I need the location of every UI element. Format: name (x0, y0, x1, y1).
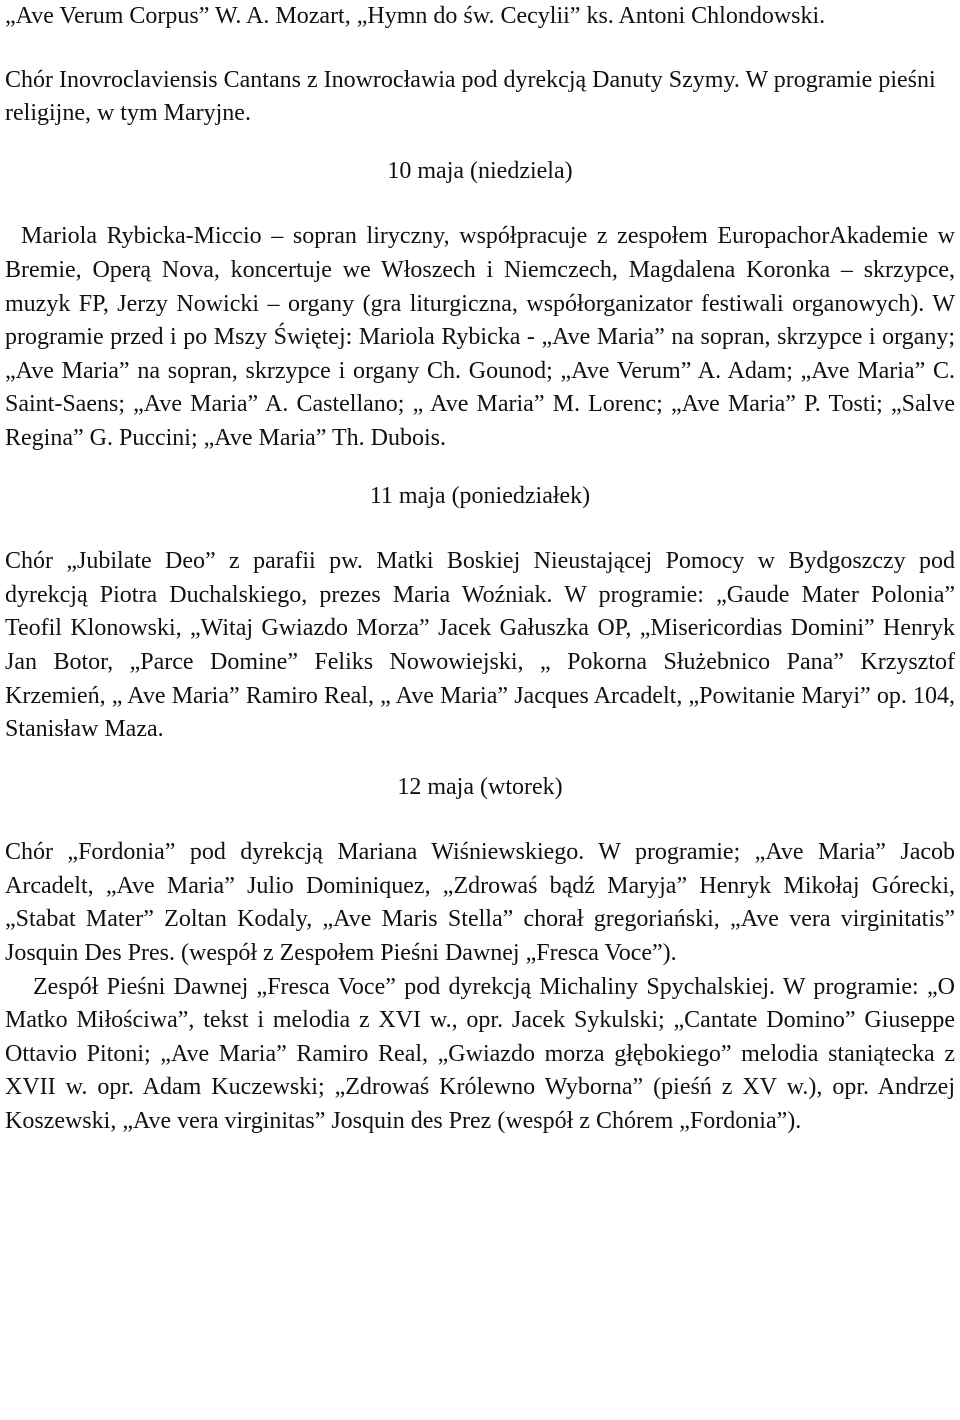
day-heading-10-may: 10 maja (niedziela) (387, 157, 573, 184)
day-12-paragraph-fresca-voce: Zespół Pieśni Dawnej „Fresca Voce” pod dyrekcją Michaliny Spychalskiej. W programie: „O Matko Miłościwa”, tekst i melodia z XVI w., opr. Jacek Sykulski; „Cantate Domino” Giuseppe Ottavio Pitoni; „Ave Maria” Ramiro Real, „Gwiazdo morza głębokiego” melodia staniątecka z XVII w. opr. Adam Kuczewski; „Zdrowaś Królewno Wyborna” (pieśń z XV w.), opr. Andrzej Koszewski, „Ave vera virginitas” Josquin des Prez (wespół z Chórem „Fordonia”). (5, 973, 955, 1135)
day-11-paragraph: Chór „Jubilate Deo” z parafii pw. Matki Boskiej Nieustającej Pomocy w Bydgoszczy pod dyrekcją Piotra Duchalskiego, prezes Maria Woźniak. W programie: „Gaude Mater Polonia” Teofil Klonowski, „Witaj Gwiazdo Morza” Jacek Gałuszka OP, „Misericordias Domini” Henryk Jan Botor, „Parce Domine” Feliks Nowowiejski, „ Pokorna Służebnico Pana” Krzysztof Krzemień, „ Ave Maria” Ramiro Real, „ Ave Maria” Jacques Arcadelt, „Powitanie Maryi” op. 104, Stanisław Maza. (5, 548, 955, 743)
day-12-paragraph-fordonia: Chór „Fordonia” pod dyrekcją Mariana Wiśniewskiego. W programie; „Ave Maria” Jacob Arcadelt, „Ave Maria” Julio Dominiquez, „Zdrowaś bądź Maryja” Henryk Mikołaj Górecki, „Stabat Mater” Zoltan Kodaly, „Ave Maris Stella” chorał gregoriański, „Ave vera virginitatis” Josquin Des Pres. (wespół z Zespołem Pieśni Dawnej „Fresca Voce”). (5, 839, 955, 967)
day-heading-12-may: 12 maja (wtorek) (397, 773, 563, 800)
document-page (5, 0, 955, 1139)
day-10-paragraph: Mariola Rybicka-Miccio – sopran liryczny, współpracuje z zespołem EuropachorAkademie w Bremie, Operą Nova, koncertuje we Włoszech i Niemczech, Magdalena Koronka – skrzypce, muzyk FP, Jerzy Nowicki – organy (gra liturgiczna, współorganizator festiwali organowych). W programie przed i po Mszy Świętej: Mariola Rybicka - „Ave Maria” na sopran, skrzypce i organy; „Ave Maria” na sopran, skrzypce i organy Ch. Gounod; „Ave Verum” A. Adam; „Ave Maria” C. Saint-Saens; „Ave Maria” A. Castellano; „ Ave Maria” M. Lorenc; „Ave Maria” P. Tosti; „Salve Regina” G. Puccini; „Ave Maria” Th. Dubois. (5, 223, 955, 451)
spacer (5, 34, 955, 64)
intro-program-line: „Ave Verum Corpus” W. A. Mozart, „Hymn do św. Cecylii” ks. Antoni Chlondowski. (5, 3, 826, 29)
day-heading-11-may: 11 maja (poniedziałek) (369, 482, 591, 509)
intro-choir-paragraph: Chór Inovroclaviensis Cantans z Inowrocławia pod dyrekcją Danuty Szymy. W programie pieśni religijne, w tym Maryjne. (5, 66, 936, 127)
